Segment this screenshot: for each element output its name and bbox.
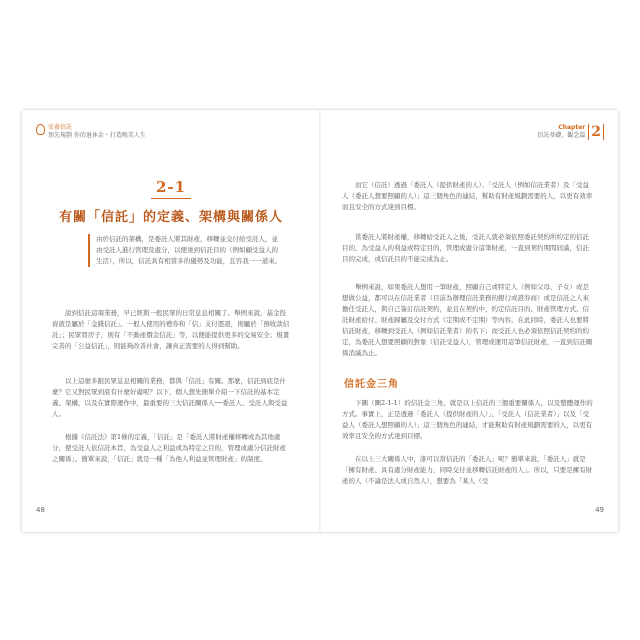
right-paragraph-2: 當委託人將財產權，移轉給受託人之後，受託人就必須依照委託契約所約定的信託目的，為受益人的利益或特定目的，管理或處分這筆財產，一直到契約期間屆滿，信託目的完成，或信託目的不能完成為止。	[342, 233, 589, 263]
left-paragraph-2: 以上這麼多跟民眾息息相關的業務，都與「信託」有關。那麼，信託到底是什麼？它又對民眾到底有什麼好處呢？以下，個人想先簡單介紹一下信託的基本定義、架構，以及在實際運作中，最重要的三大信託關係人──委託人、受託人與受益人。	[52, 377, 288, 418]
chapter-number: 2	[588, 124, 604, 140]
right-paragraph-5: 在以上三大關係人中，誰可以當信託的「委託人」呢？簡單來說，「委託人」就是「擁有財產、具有處分財產能力，同時交付並移轉信託財產的人」。所以，只要是擁有財產的人（不論是法人或自然人），想要為「某人（受	[342, 455, 593, 485]
page-number-right: 49	[595, 506, 604, 514]
right-paragraph-4: 下圖（圖2-1-1）的信託金三角，就是以上信託的三個重要關係人，以及整體運作的方式。事實上，正是透過「委託人（提供財產的人）」、「受託人（信託業者）」以及「受益人（委託人想照顧的人）」這三個角色的連結，才能幫助有財產規劃需要的人，以更有效率且安全的方式達到目標。	[342, 399, 593, 440]
section-number-underline	[151, 198, 191, 199]
book-header	[36, 124, 146, 140]
lightbulb-icon	[36, 124, 45, 135]
left-paragraph-3: 根據《信託法》第1條的定義，「信託」是「委託人將財產權移轉或為其他處分，使受託人依信託本旨，為受益人之利益或為特定之目的，管理或處分信託財產之關係」。簡單來說，「信託」就是一種「為他人利益並管理財產」的制度。	[52, 433, 286, 463]
page-number-left: 48	[36, 506, 45, 514]
right-paragraph-3: 舉例來說，如果委託人想用一筆財產，照顧自己或特定人（例如父母、子女）或是想做公益，都可以在信託業者（目前為辦理信託業務的銀行或證券商）或是信託之人來擔任受託人，與自己簽訂信託契約，並且在契約中，約定信託目的、財產管理方式、信託財產給付、財產歸屬及交付方式（定期或不定期）等內容。在此同時，委託人也要將信託財產，移轉到受託人（例如信託業者）的名下；而受託人也必須依照信託契約的約定，為委託人想要照顧的對象（信託受益人），管理或運用這筆信託財產，一直到信託關係消滅為止。	[342, 283, 593, 357]
chapter-header	[537, 124, 604, 140]
right-paragraph-1: 而它（信託）透過「委託人（提供財產的人）、「受託人（例如信託業者）及「受益人（委託人想要照顧的人）」這三個角色的連結，幫助有財產規劃需要的人，以更有效率而且安全的方式達到目標。	[342, 181, 593, 211]
left-paragraph-1: 說到信託這項業務，早已經與一般民眾的日常息息相關了。舉例來說，基金投資就是屬於「金錢信託」。一般人使用的禮券和「信」支付憑證，則屬於「預收款信託」；民眾買房子，則有「不動產價金信託」等，以便能提供更多的交易安全；規畫完善的「公益信託」，則能夠改善社會，讓真正需要的人得到幫助。	[52, 309, 290, 350]
left-page	[22, 110, 320, 532]
chapter-name: 信託基礎，觀念篇	[537, 132, 586, 139]
intro-text: 由於信託的架構，是委託人將其財產，移轉並交付給受託人，並由受託人進行管理及處分，以便達到信託目的（例如顧受益人的生活），所以，信託具有相當多的優勢及功能，且容我一一道來。	[88, 234, 284, 267]
section-title: 有關「信託」的定義、架構與關係人	[58, 210, 283, 225]
subsection-title: 信託金三角	[344, 379, 399, 390]
book-spread	[22, 110, 618, 532]
right-page	[320, 110, 618, 532]
section-number: 2-1	[155, 178, 187, 196]
chapter-label: Chapter	[558, 124, 586, 131]
book-title-line-1: 安養信託	[48, 124, 73, 131]
book-title	[48, 124, 146, 140]
chapter-text	[537, 124, 585, 140]
book-title-line-2: 預先規劃 你的退休金・打造晚美人生	[48, 132, 146, 139]
